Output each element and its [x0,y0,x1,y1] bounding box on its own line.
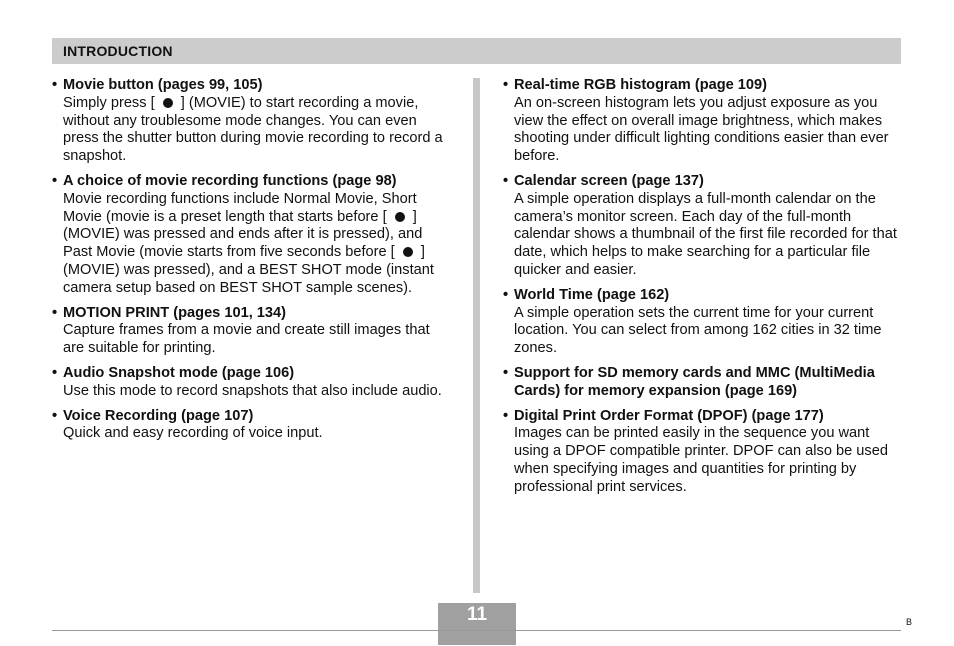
description-text: Quick and easy recording of voice input. [63,425,323,442]
bullet-icon: • [52,77,58,93]
feature-title: Digital Print Order Format (DPOF) (page 177) [514,407,824,424]
bullet-icon: • [52,407,58,424]
feature-item [503,408,905,497]
feature-item [503,365,905,401]
description-text: ] (MOVIE) was pressed and ends after it is pressed), and Past Movie (movie starts from five seconds before [ [63,208,423,261]
feature-item [52,173,452,298]
bullet-icon: • [503,286,509,303]
feature-title: Audio Snapshot mode (page 106) [63,364,295,381]
feature-title: Calendar screen (page 137) [514,172,704,189]
feature-title: World Time (page 162) [514,286,670,303]
feature-item [52,408,452,444]
feature-description [63,95,452,166]
description-text: A simple operation sets the current time for your current location. You can select from among 162 cities in 32 time zones. [514,304,882,357]
section-header [52,38,901,64]
movie-button-icon [163,98,173,108]
feature-item [52,365,452,401]
page-number: 11 [466,604,488,625]
description-text: Movie recording functions include Normal Movie, Short Movie (movie is a preset length that starts before [ [63,190,417,225]
description-text: Images can be printed easily in the sequence you want using a DPOF compatible printer. DPOF can also be used when specifying images and quantities for printing by professional print services. [514,425,888,495]
feature-item [503,173,905,280]
movie-button-icon [403,247,413,257]
feature-item [503,77,905,166]
feature-description [63,383,452,401]
description-text: ] (MOVIE) to start recording a movie, without any troublesome mode changes. You can even press the shutter button during movie recording to record a snapshot. [63,94,443,165]
bullet-icon: • [52,304,58,321]
feature-title: Real-time RGB histogram (page 109) [514,77,768,93]
column-divider [473,78,480,593]
feature-title: Support for SD memory cards and MMC (MultiMedia Cards) for memory expansion (page 169) [514,364,875,399]
feature-description [63,322,452,358]
description-text: A simple operation displays a full-month calendar on the camera’s monitor screen. Each day of the full-month calendar shows a thumbnail of the first file recorded for that date, which helps to make searching for a particular file quicker and easier. [514,190,897,278]
feature-description [514,305,905,358]
description-text: An on-screen histogram lets you adjust exposure as you view the effect on overall image brightness, which makes shooting under difficult lighting conditions easier than ever before. [514,94,889,165]
feature-item [503,287,905,358]
section-title: INTRODUCTION [63,43,173,59]
bullet-icon: • [52,172,58,189]
feature-item [52,77,452,166]
bullet-icon: • [503,364,509,381]
right-column [503,77,905,504]
movie-button-icon [395,212,405,222]
bullet-icon: • [503,172,509,189]
feature-title: MOTION PRINT (pages 101, 134) [63,304,287,321]
feature-title: Voice Recording (page 107) [63,407,254,424]
corner-mark: B [906,617,913,627]
description-text: ] (MOVIE) was pressed), and a BEST SHOT mode (instant camera setup based on BEST SHOT sample scenes). [63,244,434,296]
bullet-icon: • [503,77,509,93]
description-text: Use this mode to record snapshots that also include audio. [63,382,442,399]
page-number-tab [438,631,516,645]
feature-description [63,191,452,298]
feature-description [63,425,452,443]
feature-title: Movie button (pages 99, 105) [63,77,263,93]
description-text: Capture frames from a movie and create still images that are suitable for printing. [63,322,430,357]
bullet-icon: • [52,364,58,381]
feature-title: A choice of movie recording functions (page 98) [63,172,397,189]
left-column [52,77,452,450]
feature-description [514,425,905,496]
feature-description [514,95,905,166]
feature-description [514,191,905,280]
description-text: Simply press [ [63,94,159,111]
bullet-icon: • [503,407,509,424]
feature-item [52,305,452,358]
